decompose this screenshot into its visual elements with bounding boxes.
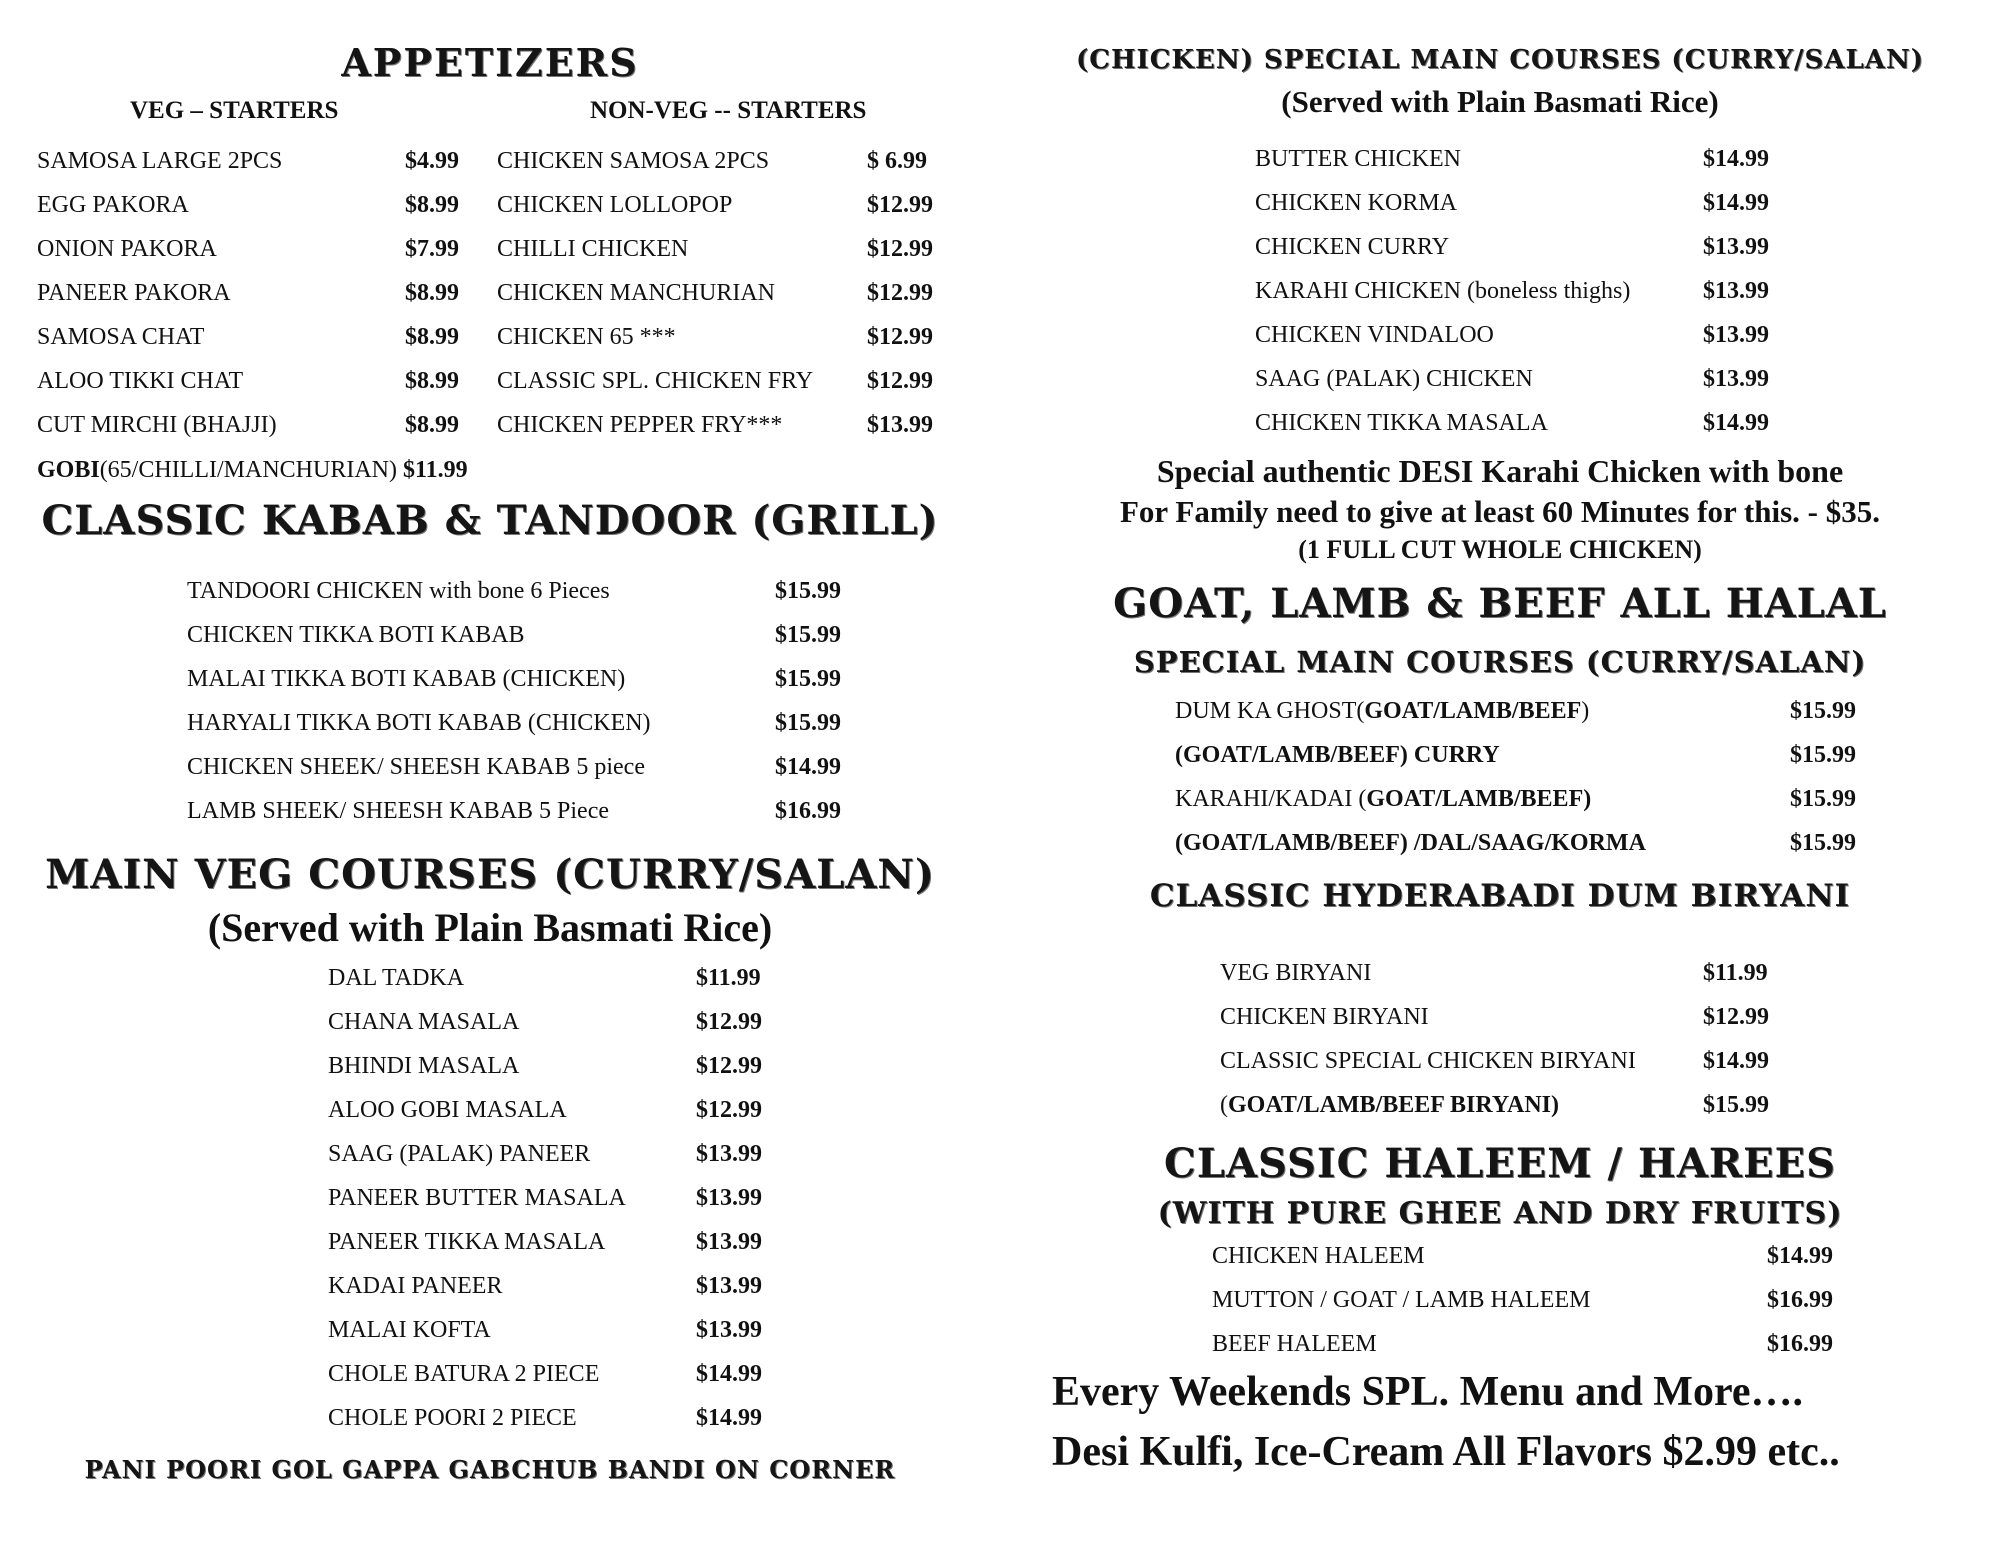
item-price: $8.99 [405,368,459,394]
item-name: SAAG (PALAK) CHICKEN [1255,366,1533,392]
left-footer-note: PANI POORI GOL GAPPA GABCHUB BANDI ON CORNER [84,1455,896,1484]
special-karahi-line2: For Family need to give at least 60 Minutes for this. - $35. [1120,494,1880,529]
item-name-bold: GOAT/LAMB/BEEF [1364,698,1582,724]
item-price: $14.99 [696,1361,762,1387]
item-name: CHILLI CHICKEN [497,236,689,262]
veg-main-subtitle: (Served with Plain Basmati Rice) [207,905,773,950]
haleem-section-title: CLASSIC HALEEM / HAREES [1164,1140,1836,1187]
item-price: $8.99 [405,412,459,438]
item-name: CHOLE BATURA 2 PIECE [328,1361,600,1387]
item-name [1220,1092,1559,1119]
item-name-bold: GOAT/LAMB/BEEF) [1366,786,1592,812]
item-price: $16.99 [775,798,841,824]
item-name: BHINDI MASALA [328,1053,520,1079]
chicken-section-title: (CHICKEN) SPECIAL MAIN COURSES (CURRY/SALAN) [1075,45,1925,75]
item-name-regular: ( [1220,1092,1228,1118]
item-price: $14.99 [1767,1243,1833,1269]
item-name [1175,786,1591,813]
item-price: $4.99 [405,148,459,174]
item-price: $7.99 [405,236,459,262]
item-price: $14.99 [1703,146,1769,172]
item-name: CHICKEN KORMA [1255,190,1458,216]
item-name: BUTTER CHICKEN [1255,146,1461,172]
biryani-section-title: CLASSIC HYDERABADI DUM BIRYANI [1149,878,1851,914]
item-price: $13.99 [867,412,933,438]
item-name: HARYALI TIKKA BOTI KABAB (CHICKEN) [187,710,651,736]
item-price: $12.99 [867,324,933,350]
item-price: $16.99 [1767,1331,1833,1357]
item-price: $13.99 [696,1317,762,1343]
item-name: DAL TADKA [328,965,465,991]
item-name [1175,742,1500,769]
item-name: CHICKEN LOLLOPOP [497,192,733,218]
item-price: $14.99 [696,1405,762,1431]
item-name: ALOO TIKKI CHAT [37,368,244,394]
item-price: $14.99 [1703,410,1769,436]
item-name: LAMB SHEEK/ SHEESH KABAB 5 Piece [187,798,610,824]
nonveg-starters-header: NON-VEG -- STARTERS [590,97,867,124]
item-price: $13.99 [696,1229,762,1255]
item-price: $16.99 [1767,1287,1833,1313]
item-price: $12.99 [867,236,933,262]
item-price: $12.99 [1703,1004,1769,1030]
item-name-suffix: ) [1581,698,1590,724]
item-name: CHICKEN SHEEK/ SHEESH KABAB 5 piece [187,754,645,780]
veg-starters-header: VEG – STARTERS [130,97,339,124]
item-price: $11.99 [696,965,761,991]
item-name-regular: VEG BIRYANI [1220,960,1372,986]
item-price: $15.99 [775,578,841,604]
special-karahi-line1: Special authentic DESI Karahi Chicken with bone [1156,453,1844,489]
item-name: PANEER TIKKA MASALA [328,1229,606,1255]
item-name: ALOO GOBI MASALA [328,1097,567,1123]
item-name: MUTTON / GOAT / LAMB HALEEM [1212,1287,1591,1313]
goat-section-subtitle: SPECIAL MAIN COURSES (CURRY/SALAN) [1133,645,1867,679]
item-name: CHICKEN TIKKA MASALA [1255,410,1548,436]
item-name: CUT MIRCHI (BHAJJI) [37,412,277,438]
item-name: SAMOSA LARGE 2PCS [37,148,283,174]
item-name: CHOLE POORI 2 PIECE [328,1405,577,1431]
item-price: $15.99 [775,622,841,648]
item-name: CHICKEN CURRY [1255,234,1450,260]
item-name-bold: GOAT/LAMB/BEEF BIRYANI) [1228,1092,1559,1118]
item-price: $12.99 [867,280,933,306]
kabab-section-title: CLASSIC KABAB & TANDOOR (GRILL) [41,497,939,544]
item-name-regular: DUM KA GHOST( [1175,698,1365,724]
weekend-special-note: Every Weekends SPL. Menu and More…. [1052,1369,1803,1415]
item-price: $14.99 [775,754,841,780]
item-price: $12.99 [696,1009,762,1035]
chicken-section-subtitle: (Served with Plain Basmati Rice) [1281,84,1719,119]
item-price: $15.99 [1790,698,1856,724]
item-name [1220,960,1371,987]
item-name [1175,830,1646,857]
item-name: PANEER BUTTER MASALA [328,1185,626,1211]
kulfi-note: Desi Kulfi, Ice-Cream All Flavors $2.99 etc.. [1052,1429,1840,1475]
item-price: $15.99 [1790,830,1856,856]
item-name: ONION PAKORA [37,236,217,262]
item-price: $12.99 [867,368,933,394]
item-name: CHICKEN TIKKA BOTI KABAB [187,622,525,648]
item-price: $ 6.99 [867,148,927,174]
item-name: CHICKEN SAMOSA 2PCS [497,148,770,174]
item-price: $15.99 [1790,742,1856,768]
item-name: CHANA MASALA [328,1009,520,1035]
item-name: CHICKEN PEPPER FRY*** [497,412,783,438]
item-price: $12.99 [867,192,933,218]
item-price: $13.99 [696,1185,762,1211]
item-name: SAAG (PALAK) PANEER [328,1141,591,1167]
gobi-name-rest: (65/CHILLI/MANCHURIAN) [99,457,397,483]
item-name: CHICKEN VINDALOO [1255,322,1494,348]
item-name: MALAI KOFTA [328,1317,491,1343]
item-price: $13.99 [1703,234,1769,260]
item-name: KARAHI CHICKEN (boneless thighs) [1255,278,1631,304]
item-name: CHICKEN HALEEM [1212,1243,1425,1269]
item-price: $8.99 [405,192,459,218]
item-price: $15.99 [775,710,841,736]
item-name: KADAI PANEER [328,1273,503,1299]
item-price: $13.99 [696,1273,762,1299]
goat-section-title: GOAT, LAMB & BEEF ALL HALAL [1113,580,1887,627]
gobi-price: $11.99 [403,457,468,483]
item-name [1220,1004,1429,1031]
item-price: $11.99 [1703,960,1768,986]
item-name: CLASSIC SPL. CHICKEN FRY [497,368,814,394]
item-name [1220,1048,1636,1075]
item-price: $15.99 [775,666,841,692]
item-name: CHICKEN MANCHURIAN [497,280,776,306]
item-name [1175,698,1589,725]
haleem-section-subtitle: (WITH PURE GHEE AND DRY FRUITS) [1157,1196,1843,1231]
gobi-item [37,457,468,484]
item-price: $13.99 [1703,322,1769,348]
item-name-bold: (GOAT/LAMB/BEEF) /DAL/SAAG/KORMA [1175,830,1646,856]
veg-main-title: MAIN VEG COURSES (CURRY/SALAN) [45,851,935,898]
item-price: $14.99 [1703,1048,1769,1074]
item-price: $14.99 [1703,190,1769,216]
item-name: BEEF HALEEM [1212,1331,1377,1357]
item-name: SAMOSA CHAT [37,324,205,350]
item-name: TANDOORI CHICKEN with bone 6 Pieces [187,578,610,604]
item-name: MALAI TIKKA BOTI KABAB (CHICKEN) [187,666,626,692]
item-name-regular: CHICKEN BIRYANI [1220,1004,1429,1030]
item-price: $13.99 [1703,278,1769,304]
item-price: $13.99 [696,1141,762,1167]
item-name-regular: CLASSIC SPECIAL CHICKEN BIRYANI [1220,1048,1636,1074]
item-price: $13.99 [1703,366,1769,392]
item-name: PANEER PAKORA [37,280,231,306]
item-price: $8.99 [405,324,459,350]
item-name: EGG PAKORA [37,192,189,218]
item-price: $15.99 [1703,1092,1769,1118]
item-name-bold: (GOAT/LAMB/BEEF) CURRY [1175,742,1500,768]
item-price: $8.99 [405,280,459,306]
special-karahi-line3: (1 FULL CUT WHOLE CHICKEN) [1298,535,1702,564]
item-name-regular: KARAHI/KADAI ( [1175,786,1367,812]
item-name: CHICKEN 65 *** [497,324,676,350]
appetizers-title: APPETIZERS [341,40,639,85]
item-price: $12.99 [696,1053,762,1079]
item-price: $15.99 [1790,786,1856,812]
gobi-name-bold: GOBI [37,457,100,483]
item-price: $12.99 [696,1097,762,1123]
